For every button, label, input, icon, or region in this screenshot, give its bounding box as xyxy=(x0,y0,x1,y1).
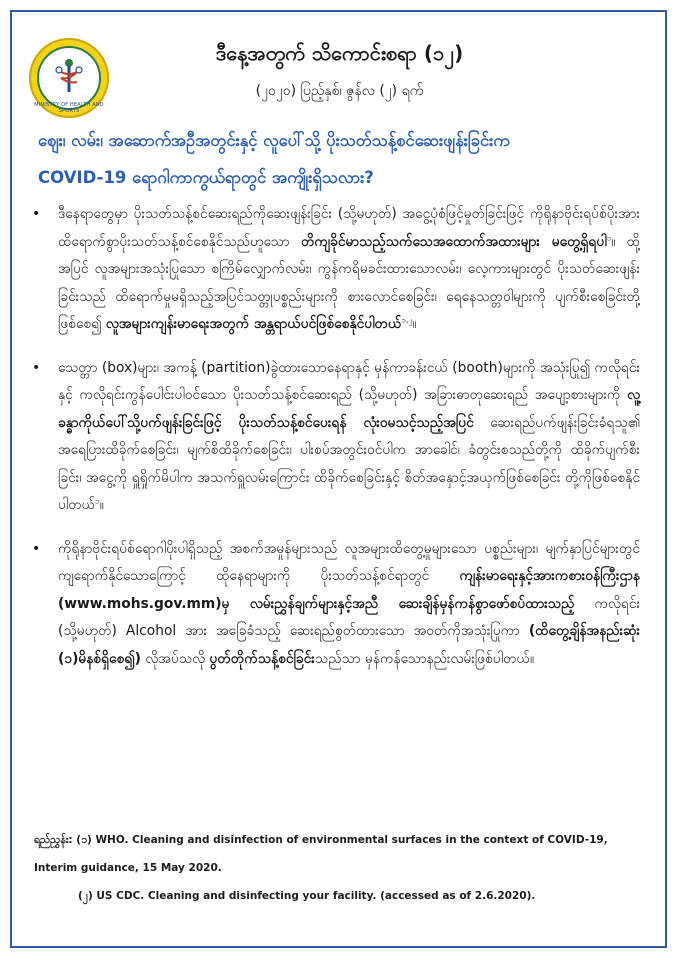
bullet-3-text-1: ကိုရိုနာဗိုင်းရပ်စ်ရောဂါပိုးပါရှိသည့် အစက်အမှုန်များသည် လူအများထိတွေ့မှုများသော ပစ္စည်းများ၊ မျက်နှာပြင်များတွင် ကျရောက်နိုင်သောကြောင့် ထိုနေရာများကို ပိုးသတ်သန့်စင်ရာတွင် xyxy=(58,540,640,584)
reference-1-text: (၁) WHO. Cleaning and disinfection of environmental surfaces in the context of COVID-19, Interim guidance, 15 May 2020. xyxy=(34,834,608,874)
bullet-dot-icon: • xyxy=(32,540,41,557)
reference-2-text: (၂) US CDC. Cleaning and disinfecting your facility. (accessed as of 2.6.2020). xyxy=(78,890,536,902)
headline-line-1: ဈေး၊ လမ်း၊ အဆောက်အဦအတွင်းနှင့် လူပေါ်သို့ ပိုးသတ်သန့်စင်ဆေးဖျန်းခြင်းက xyxy=(38,131,510,150)
bullet-3-text-2: ကလိုရင်း (သို့မဟုတ်) Alcohol အား အခြေခံသည့် ဆေးရည်စွတ်ထားသော အဝတ်ကိုအသုံးပြုကာ xyxy=(58,595,640,639)
reference-1 xyxy=(34,826,644,882)
bullet-3-bold-3: ပွတ်တိုက်သန့်စင်ခြင်း xyxy=(209,650,315,667)
references xyxy=(34,826,644,910)
bullet-3-text-3: လိုအပ်သလို xyxy=(140,650,210,667)
bullet-2-citation-1: ၁ xyxy=(95,496,100,506)
bullet-1-bold-2: လူအများကျန်းမာရေးအတွက် အန္တရာယ်ပင်ဖြစ်စေနိုင်ပါတယ် xyxy=(105,316,402,332)
bullet-1-text-1: ဒီနေရာတွေမှာ ပိုးသတ်သန့်စင်ဆေးရည်ကိုဆေးဖျန်းခြင်း (သို့မဟုတ်) အငွေ့ပုံစံဖြင့်မှုတ်ခြင်းဖြင့် ကိုရိုနာဗိုင်းရပ်စ်ပိုးအား ထိရောက်စွာပိုးသတ်သန့်စင်စေနိုင်သည်ဟူသော xyxy=(58,206,640,250)
logo-caption: MINISTRY OF HEALTH AND SPORTS xyxy=(34,102,104,114)
page-date: (၂၀၂၀) ပြည့်နှစ်၊ ဇွန်လ (၂) ရက် xyxy=(255,83,424,99)
bullet-1-text-3: ။ xyxy=(412,316,417,332)
bullet-item-2 xyxy=(28,355,640,520)
bullet-3-text-4: သည်သာ မှန်ကန်သောနည်းလမ်းဖြစ်ပါတယ်။ xyxy=(314,650,535,667)
bullet-list xyxy=(28,201,640,673)
headline xyxy=(38,122,648,196)
bullet-2-text-1: သေတ္တာ (box)များ၊ အကန့် (partition)ခွဲထားသောနေရာနှင့် မှန်ကာခန်းငယ် (booth)များကို အသုံးပြု၍ ကလိုရင်းနှင့် ကလိုရင်းကွန်ပေါင်းပါဝင်သော ပိုးသတ်သန့်စင်ဆေးရည် (သို့မဟုတ်) အခြားဓာတုဆေးရည် အပျော့စားများကို xyxy=(58,359,640,403)
bullet-3-bold-1: ကျန်းမာရေးနှင့်အားကစားဝန်ကြီးဌာန (www.mohs.gov.mm)မှ လမ်းညွှန်ချက်များနှင့်အညီ ဆေးချိန်မှန်ကန်စွာဖော်စပ်ထားသည့် xyxy=(58,568,640,612)
reference-2 xyxy=(34,882,644,910)
page-title: ဒီနေ့အတွက် သိကောင်းစရာ (၁၂) xyxy=(215,41,464,65)
bullet-2-bold-1: လူ့ခန္ဓာကိုယ်ပေါ်သို့ပက်ဖျန်းခြင်းဖြင့် ပိုးသတ်သန့်စင်ပေးရန် လုံးဝမသင့်သည့်အပြင် xyxy=(58,387,640,431)
bullet-1-bold-1: တိကျခိုင်မာသည့်သက်သေအထောက်အထားများ မတွေ့ရှိရပါ xyxy=(300,233,607,250)
bullet-1-citation-2: ၁,၂ xyxy=(401,315,413,325)
bullet-dot-icon: • xyxy=(32,206,41,222)
bullet-3-bold-2: (ထိတွေ့ချိန်အနည်းဆုံး (၁)မိနစ်ရှိစေ၍) xyxy=(58,623,640,667)
bullet-1-text-2: ။ ထို့အပြင် လူအများအသုံးပြုသော စကြိမ်လျှောက်လမ်း၊ ကွန်ကရိမခင်းထားသောလမ်း၊ လေ့ကားများတွင် ပိုးသတ်ဆေးဖျန်းခြင်းသည် ထိရောက်မှုမရှိသည့်အပြင်သတ္တုပစ္စည်းများကို စားလောင်စေခြင်း၊ ရေနေသတ္တဝါများကို ပျက်စီးစေခြင်းတို့ဖြစ်စေ၍ xyxy=(58,233,640,332)
bullet-1-citation-1: ၁ xyxy=(606,232,612,242)
bullet-item-1 xyxy=(28,201,640,339)
bullet-2-text-3: ။ xyxy=(99,497,104,513)
references-label: ရည်ညွှန်း: xyxy=(34,834,73,846)
headline-line-2: COVID-19 ရောဂါကာကွယ်ရာတွင် အကျိုးရှိသလား? xyxy=(38,168,374,187)
bullet-dot-icon: • xyxy=(32,359,41,376)
bullet-2-text-2: ဆေးရည်ပက်ဖျန်းခြင်းခံရသူ၏ အရေပြားထိခိုက်စေခြင်း၊ မျက်စိထိခိုက်စေခြင်း၊ ပါးစပ်အတွင်းဝင်ပါက အာခေါင်၊ ခံတွင်းစသည်တို့ကို ထိခိုက်ပျက်စီးခြင်း၊ အငွေ့ကို ရှူရှိုက်မိပါက အသက်ရှူလမ်းကြောင်း ထိခိုက်စေခြင်းနှင့် စိတ်အနှောင့်အယှက်ဖြစ်စေခြင်း တို့ကိုဖြစ်စေနိုင်ပါတယ် xyxy=(58,414,640,513)
bullet-item-3 xyxy=(28,536,640,674)
